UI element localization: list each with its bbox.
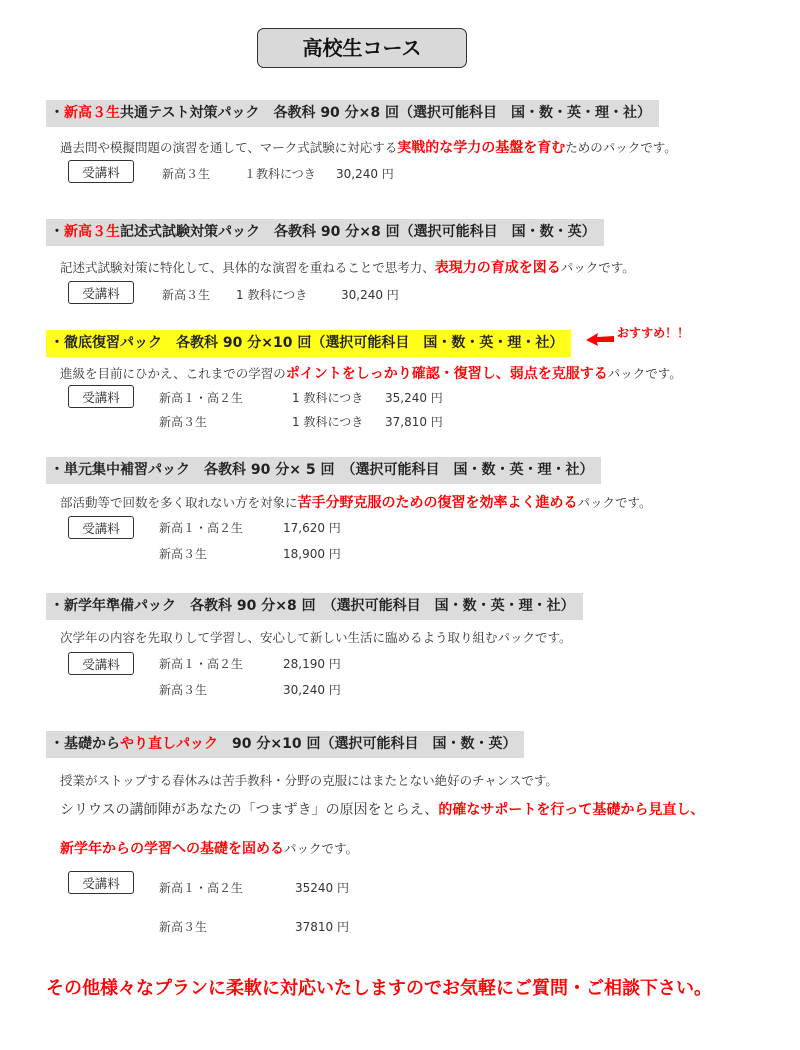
fee-button[interactable]: 受講料 xyxy=(68,385,134,408)
section-header-common-test xyxy=(46,100,659,127)
grade-label: 新高３生 xyxy=(159,920,208,934)
header-text: 新学年準備パック 各教科 90 分×8 回 （選択可能科目 国・数・英・理・社） xyxy=(64,598,575,614)
desc-text: パックです。 xyxy=(560,260,635,275)
price-value: 28,190 円 xyxy=(283,657,341,671)
price-value: 37,810 円 xyxy=(385,415,443,429)
section-header-new-year-prep xyxy=(46,593,583,620)
header-text: 単元集中補習パック 各教科 90 分× 5 回 （選択可能科目 国・数・英・理・社） xyxy=(64,462,594,478)
price-value: 18,900 円 xyxy=(283,547,341,561)
desc-text: 部活動等で回数を多く取れない方を対象に xyxy=(60,495,298,510)
section-description xyxy=(60,492,652,512)
desc-highlight: 表現力の育成を図る xyxy=(434,260,561,276)
desc-text: パックです。 xyxy=(284,841,359,856)
desc-text: 記述式試験対策に特化して、具体的な演習を重ねることで思考力、 xyxy=(60,260,435,275)
header-text: 90 分×10 回（選択可能科目 国・数・英） xyxy=(218,736,517,752)
desc-highlight: 実戦的な学力の基盤を育む xyxy=(397,140,566,156)
section-description xyxy=(60,628,572,646)
price-value: 30,240 円 xyxy=(283,683,341,697)
header-prefix: ・ xyxy=(50,224,64,240)
section-description xyxy=(60,137,677,157)
grade-label: 新高１・高２生 xyxy=(159,391,244,405)
header-prefix: ・ xyxy=(50,335,64,351)
header-highlight: やり直しパック xyxy=(120,736,218,752)
desc-text: 過去問や模擬問題の演習を通して、マーク式試験に対応する xyxy=(60,140,398,155)
fee-button[interactable]: 受講料 xyxy=(68,281,134,304)
price-value: 35,240 円 xyxy=(385,391,443,405)
grade-label: 新高３生 xyxy=(159,683,208,697)
desc-text: 次学年の内容を先取りして学習し、安心して新しい生活に臨めるよう取り組むパックです。 xyxy=(60,630,572,645)
header-prefix: ・ xyxy=(50,598,64,614)
footer-message: その他様々なプランに柔軟に対応いたしますのでお気軽にご質問・ご相談下さい。 xyxy=(46,978,712,999)
price-value: 30,240 円 xyxy=(341,288,399,302)
price-value: 17,620 円 xyxy=(283,521,341,535)
section-description xyxy=(60,257,635,277)
section-header-unit-focus xyxy=(46,457,601,484)
left-arrow-icon xyxy=(584,330,616,346)
fee-button[interactable]: 受講料 xyxy=(68,652,134,675)
price-value: 30,240 円 xyxy=(336,167,394,181)
section-description xyxy=(60,771,558,789)
price-value: 35240 円 xyxy=(295,881,349,895)
unit-label: 1 教科につき xyxy=(292,391,364,405)
desc-text: ためのパックです。 xyxy=(565,140,677,155)
recommend-note: おすすめ！！ xyxy=(617,326,690,340)
section-header-redo-basics xyxy=(46,731,524,758)
fee-button[interactable]: 受講料 xyxy=(68,160,134,183)
section-description-line2 xyxy=(60,799,704,819)
grade-label: 新高３生 xyxy=(162,288,211,302)
desc-text: 授業がストップする春休みは苦手教科・分野の克服にはまたとない絶好のチャンスです。 xyxy=(60,773,558,788)
header-prefix: ・ xyxy=(50,462,64,478)
section-header-descriptive-exam xyxy=(46,219,604,246)
unit-label: １教科につき xyxy=(244,167,316,181)
header-highlight: 新高３生 xyxy=(64,105,120,121)
desc-highlight: 的確なサポートを行って基礎から見直し、 xyxy=(438,802,705,818)
desc-text: 進級を目前にひかえ、これまでの学習の xyxy=(60,366,286,381)
unit-label: 1 教科につき xyxy=(236,288,308,302)
header-prefix: ・ xyxy=(50,105,64,121)
desc-text: パックです。 xyxy=(577,495,652,510)
page-title: 高校生コース xyxy=(257,28,467,68)
fee-button[interactable]: 受講料 xyxy=(68,516,134,539)
grade-label: 新高３生 xyxy=(162,167,211,181)
header-text: 記述式試験対策パック 各教科 90 分×8 回（選択可能科目 国・数・英） xyxy=(120,224,596,240)
header-text: 徹底復習パック 各教科 90 分×10 回（選択可能科目 国・数・英・理・社） xyxy=(64,335,564,351)
desc-highlight: ポイントをしっかり確認・復習し、弱点を克服する xyxy=(285,366,608,382)
section-header-thorough-review xyxy=(46,330,571,357)
section-description xyxy=(60,363,682,383)
grade-label: 新高１・高２生 xyxy=(159,521,244,535)
desc-highlight: 新学年からの学習への基礎を固める xyxy=(60,841,284,857)
header-prefix: ・基礎から xyxy=(50,736,120,752)
section-description-line3 xyxy=(60,838,358,858)
fee-button[interactable]: 受講料 xyxy=(68,871,134,894)
grade-label: 新高１・高２生 xyxy=(159,657,244,671)
unit-label: 1 教科につき xyxy=(292,415,364,429)
desc-text: シリウスの講師陣があなたの「つまずき」の原因をとらえ、 xyxy=(60,802,439,818)
header-highlight: 新高３生 xyxy=(64,224,120,240)
header-text: 共通テスト対策パック 各教科 90 分×8 回（選択可能科目 国・数・英・理・社） xyxy=(120,105,652,121)
price-value: 37810 円 xyxy=(295,920,349,934)
desc-text: パックです。 xyxy=(607,366,682,381)
desc-highlight: 苦手分野克服のための復習を効率よく進める xyxy=(297,495,578,511)
grade-label: 新高３生 xyxy=(159,547,208,561)
grade-label: 新高１・高２生 xyxy=(159,881,244,895)
grade-label: 新高３生 xyxy=(159,415,208,429)
